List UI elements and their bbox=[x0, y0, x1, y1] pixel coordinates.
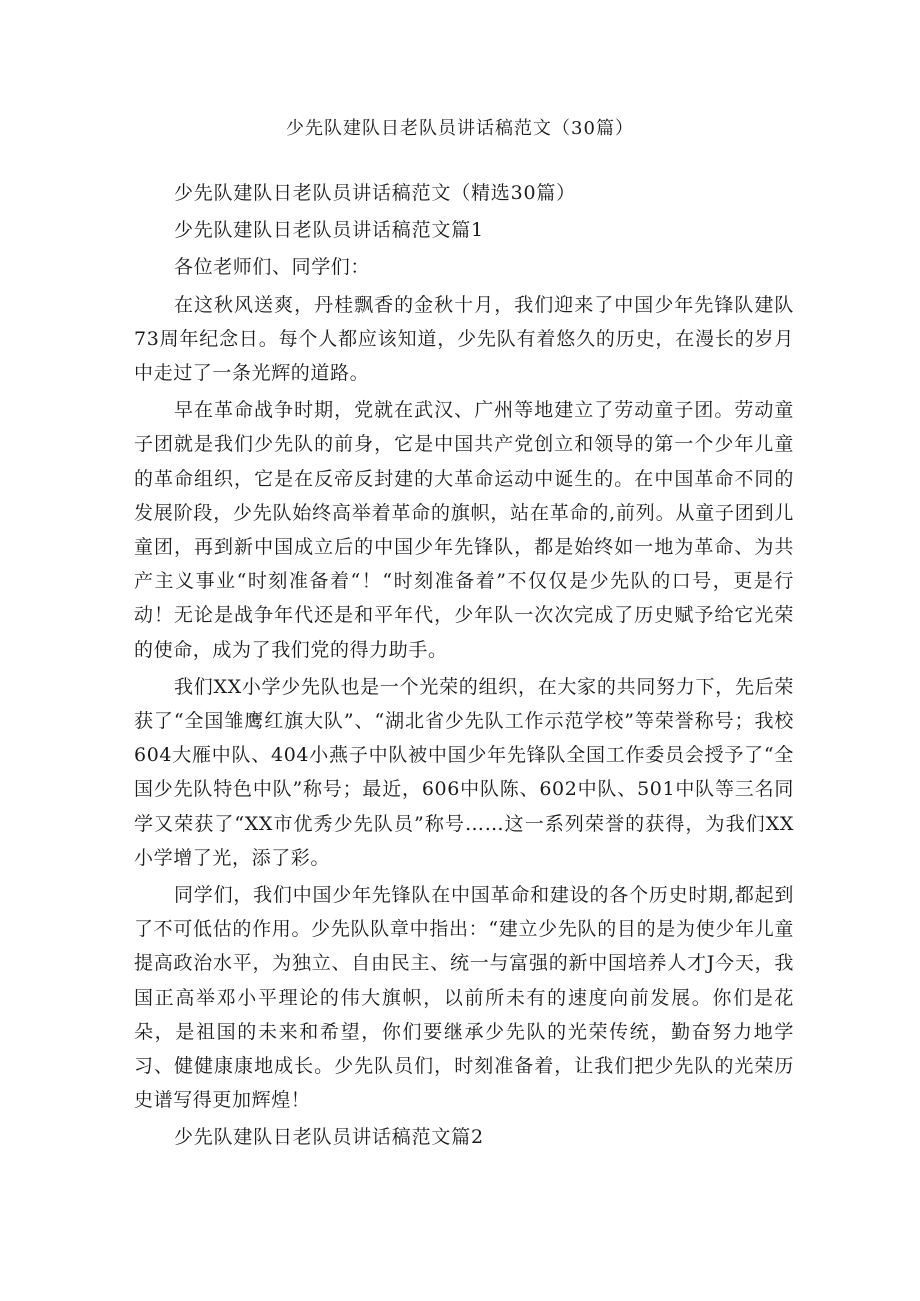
body-paragraph: 同学们，我们中国少年先锋队在中国革命和建设的各个历史时期,都起到了不可低估的作用。少先队队章中指出：“建立少先队的目的是为使少年儿童提高政治水平，为独立、自由民主、统一与富强的新中国培养人才J今天，我国正高举邓小平理论的伟大旗帜，以前所未有的速度向前发展。你们是花朵，是祖国的未来和希望，你们要继承少先队的光荣传统，勤奋努力地学习、健健康康地成长。少先队员们，时刻准备着，让我们把少先队的光荣历史谱写得更加辉煌！ bbox=[134, 884, 794, 1112]
section-heading-2: 少先队建队日老队员讲话稿范文篇2 bbox=[174, 1126, 484, 1149]
body-paragraph: 我们XX小学少先队也是一个光荣的组织，在大家的共同努力下，先后荣获了“全国雏鹰红旗大队”、“湖北省少先队工作示范学校”等荣誉称号；我校604大雁中队、404小燕子中队被中国少年先锋队全国工作委员会授予了“全国少先队特色中队”称号；最近，606中队陈、602中队、501中队等三名同学又荣获了“XX市优秀少先队员”称号……这一系列荣誉的获得，为我们XX小学增了光，添了彩。 bbox=[134, 675, 794, 869]
document-body bbox=[134, 176, 794, 1155]
document-title: 少先队建队日老队员讲话稿范文（30篇） bbox=[286, 118, 634, 139]
document-subtitle: 少先队建队日老队员讲话稿范文（精选30篇） bbox=[174, 182, 576, 204]
body-paragraph: 在这秋风送爽，丹桂飘香的金秋十月，我们迎来了中国少年先锋队建队73周年纪念日。每个人都应该知道，少先队有着悠久的历史，在漫长的岁月中走过了一条光辉的道路。 bbox=[134, 293, 794, 385]
body-paragraph: 早在革命战争时期，党就在武汉、广州等地建立了劳动童子团。劳动童子团就是我们少先队的前身，它是中国共产党创立和领导的第一个少年儿童的革命组织，它是在反帝反封建的大革命运动中诞生的。在中国革命不同的发展阶段，少先队始终高举着革命的旗帜，站在革命的,前列。从童子团到儿童团，再到新中国成立后的中国少年先锋队，都是始终如一地为革命、为共产主义事业“时刻准备着“！“时刻准备着”不仅仅是少先队的口号，更是行动！无论是战争年代还是和平年代，少年队一次次完成了历史赋予给它光荣的使命，成为了我们党的得力助手。 bbox=[134, 399, 794, 661]
section-heading-1: 少先队建队日老队员讲话稿范文篇1 bbox=[174, 219, 484, 242]
salutation: 各位老师们、同学们： bbox=[174, 256, 371, 279]
